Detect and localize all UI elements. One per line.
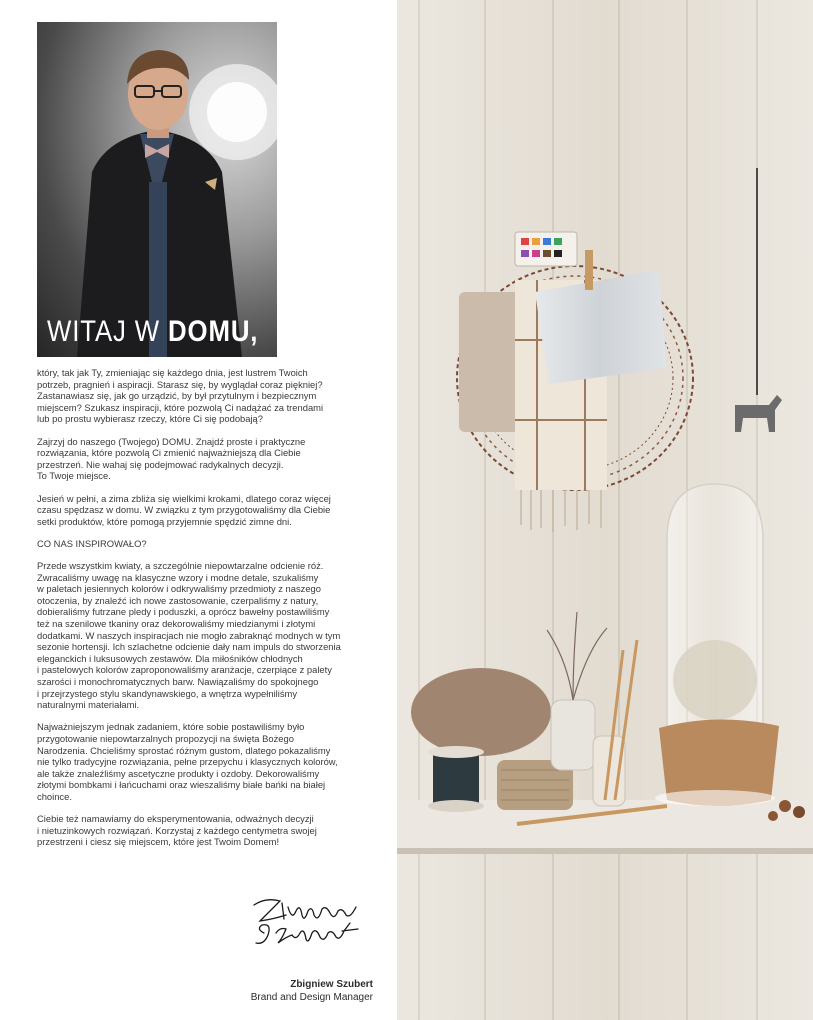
editorial-text — [37, 367, 379, 859]
paragraph: Jesień w pełni, a zima zbliża się wielkimi krokami, dlatego coraz więcej czasu spędzasz w domu. W związku z tym przygotowaliśmy dla Ciebie setki produktów, które pomogą przyjemnie spędzić zimne dni. — [37, 492, 331, 527]
welcome-heading-bold: DOMU, — [168, 315, 259, 348]
portrait-illustration — [37, 22, 277, 357]
paragraph: Przede wszystkim kwiaty, a szczególnie niepowtarzalne odcienie róż. Zwracaliśmy uwagę na klasyczne wzory i modne detale, szukaliśmy w paletach jesiennych kolorów i odkrywaliśmy przedmioty z naszego otoczenia, by znaleźć ich nowe zastosowanie, czerpaliśmy z natury, dobieraliśmy futrzane pledy i poduszki, a oprócz bawełny postawiliśmy też na szenilowe tkaniny oraz dekorowaliśmy miedzianymi i złotymi dodatkami. W naszych inspiracjach nie mogło zabraknąć modnych w tym sezonie hortensji. Ich szlachetne odcienie dały nam impuls do stworzenia eleganckich i luksusowych zestawów. Dla miłośników chłodnych i pastelowych kolorów zaproponowaliśmy aranżacje, czerpiące z palety szarości i monochromatycznych barw. Nawiązaliśmy do spokojnego i przejrzystego stylu skandynawskiego, a wnętrza wypełniliśmy naturalnymi materiałami. — [37, 560, 341, 711]
welcome-heading — [47, 315, 258, 349]
paragraph: który, tak jak Ty, zmieniając się każdego dnia, jest lustrem Twoich potrzeb, pragnień i aspiracji. Starasz się, by wyglądał coraz piękniej? Zastanawiasz się, jak go urządzić, by był przytulnym i bezpiecznym miejscem? Szukasz inspiracji, które pozwolą Ci nadążać za trendami lub po prostu wybierasz rzeczy, które Ci się podobają? — [37, 367, 324, 425]
decor-photo — [397, 0, 813, 1020]
section-heading: CO NAS INSPIROWAŁO? — [37, 537, 147, 549]
signature-role: Brand and Design Manager — [250, 992, 373, 1003]
signature-name: Zbigniew Szubert — [290, 979, 373, 990]
paragraph: Zajrzyj do naszego (Twojego) DOMU. Znajdź proste i praktyczne rozwiązania, które pozwolą Ci zmienić najważniejszą dla Ciebie przestrzeń. Nie wahaj się podejmować radykalnych decyzji. To Twoje miejsce. — [37, 435, 306, 482]
paragraph: Ciebie też namawiamy do eksperymentowania, odważnych decyzji i nietuzinkowych rozwiązań. Korzystaj z każdego centymetra swojej przestrzeni i ciesz się miejscem, które jest Twoim Domem! — [37, 813, 317, 848]
handwritten-signature — [246, 893, 376, 955]
paragraph: Najważniejszym jednak zadaniem, które sobie postawiliśmy było przygotowanie niepowtarzalnych propozycji na święta Bożego Narodzenia. Chcieliśmy sprostać różnym gustom, dlatego pokazaliśmy nie tylko tradycyjne rozwiązania, pełne przepychu i klasycznych kolorów, ale także znaleźliśmy ascetyczne produkty i ozdoby. Dekorowaliśmy złotymi bombkami i łańcuchami oraz wieszaliśmy białe bańki na białej choince. — [37, 721, 338, 802]
welcome-heading-light: WITAJ W — [47, 315, 169, 348]
decor-illustration — [397, 0, 813, 1020]
author-portrait — [37, 22, 277, 357]
